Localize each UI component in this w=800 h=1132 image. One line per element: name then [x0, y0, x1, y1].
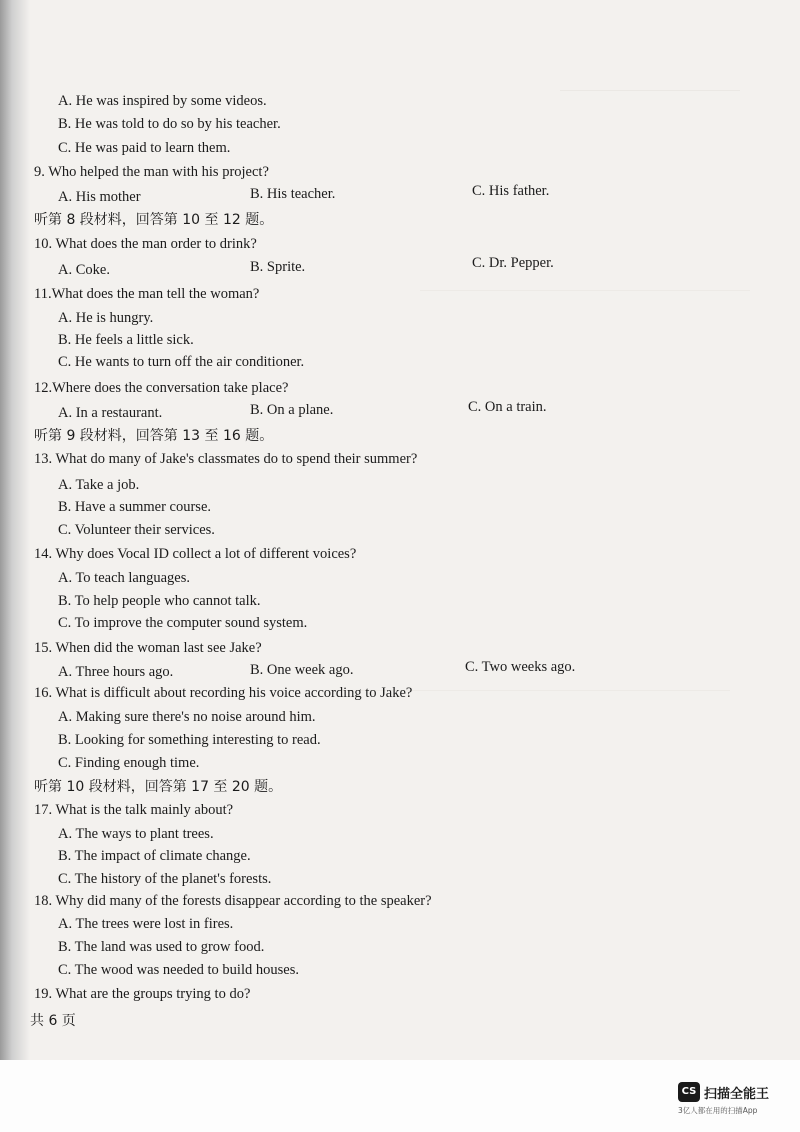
question-text: 10. What does the man order to drink?	[34, 236, 257, 252]
answer-option: A. His mother	[58, 189, 141, 205]
answer-option: B. Sprite.	[250, 259, 306, 275]
answer-option: C. Volunteer their services.	[58, 522, 215, 538]
answer-option: C. On a train.	[468, 399, 547, 415]
answer-option: A. The trees were lost in fires.	[58, 916, 234, 932]
answer-option: A. The ways to plant trees.	[58, 826, 214, 842]
bleed-through-text	[330, 690, 730, 991]
answer-option: A. He was inspired by some videos.	[58, 93, 267, 109]
watermark-name: 扫描全能王	[704, 1087, 770, 1102]
answer-option: B. Have a summer course.	[58, 499, 212, 515]
answer-option: A. Coke.	[58, 262, 110, 278]
answer-option: C. The wood was needed to build houses.	[58, 962, 299, 978]
answer-option: B. The impact of climate change.	[58, 848, 251, 864]
bleed-through-text	[420, 290, 750, 591]
bleed-through-text	[560, 90, 740, 251]
question-text: 13. What do many of Jake's classmates do to spend their summer?	[34, 451, 418, 467]
answer-option: A. To teach languages.	[58, 570, 190, 586]
question-text: 17. What is the talk mainly about?	[34, 802, 234, 818]
question-text: 18. Why did many of the forests disappear according to the speaker?	[34, 893, 432, 909]
question-text: 9. Who helped the man with his project?	[34, 164, 269, 180]
answer-option: A. Take a job.	[58, 477, 140, 493]
answer-option: A. Three hours ago.	[58, 664, 174, 680]
answer-option: C. Finding enough time.	[58, 755, 200, 771]
answer-option: B. To help people who cannot talk.	[58, 593, 261, 609]
answer-option: B. On a plane.	[250, 402, 334, 418]
section-heading: 听第 10 段材料，回答第 17 至 20 题。	[34, 779, 283, 795]
question-text: 15. When did the woman last see Jake?	[34, 640, 262, 656]
answer-option: B. Looking for something interesting to read.	[58, 732, 321, 748]
question-text: 19. What are the groups trying to do?	[34, 986, 251, 1002]
answer-option: B. The land was used to grow food.	[58, 939, 265, 955]
question-text: 14. Why does Vocal ID collect a lot of different voices?	[34, 546, 357, 562]
answer-option: C. The history of the planet's forests.	[58, 871, 272, 887]
answer-option: A. Making sure there's no noise around him.	[58, 709, 316, 725]
question-text: 16. What is difficult about recording his voice according to Jake?	[34, 685, 413, 701]
answer-option: C. He was paid to learn them.	[58, 140, 231, 156]
answer-option: C. Dr. Pepper.	[472, 255, 554, 271]
question-text: 12.Where does the conversation take place?	[34, 380, 289, 396]
answer-option: B. His teacher.	[250, 186, 336, 202]
answer-option: B. He feels a little sick.	[58, 332, 194, 348]
answer-option: C. To improve the computer sound system.	[58, 615, 308, 631]
answer-option: C. His father.	[472, 183, 550, 199]
camscanner-logo-icon: CS	[678, 1082, 700, 1102]
scan-edge-shadow	[0, 0, 30, 1060]
section-heading: 听第 9 段材料，回答第 13 至 16 题。	[34, 428, 274, 444]
answer-option: A. He is hungry.	[58, 310, 154, 326]
scanner-watermark	[678, 1082, 788, 1122]
answer-option: B. One week ago.	[250, 662, 354, 678]
page-count: 共 6 页	[30, 1013, 76, 1029]
watermark-tagline: 3亿人都在用的扫描App	[678, 1106, 758, 1115]
answer-option: A. In a restaurant.	[58, 405, 163, 421]
answer-option: C. Two weeks ago.	[465, 659, 576, 675]
section-heading: 听第 8 段材料，回答第 10 至 12 题。	[34, 212, 274, 228]
answer-option: B. He was told to do so by his teacher.	[58, 116, 281, 132]
answer-option: C. He wants to turn off the air conditioner.	[58, 354, 305, 370]
question-text: 11.What does the man tell the woman?	[34, 286, 260, 302]
